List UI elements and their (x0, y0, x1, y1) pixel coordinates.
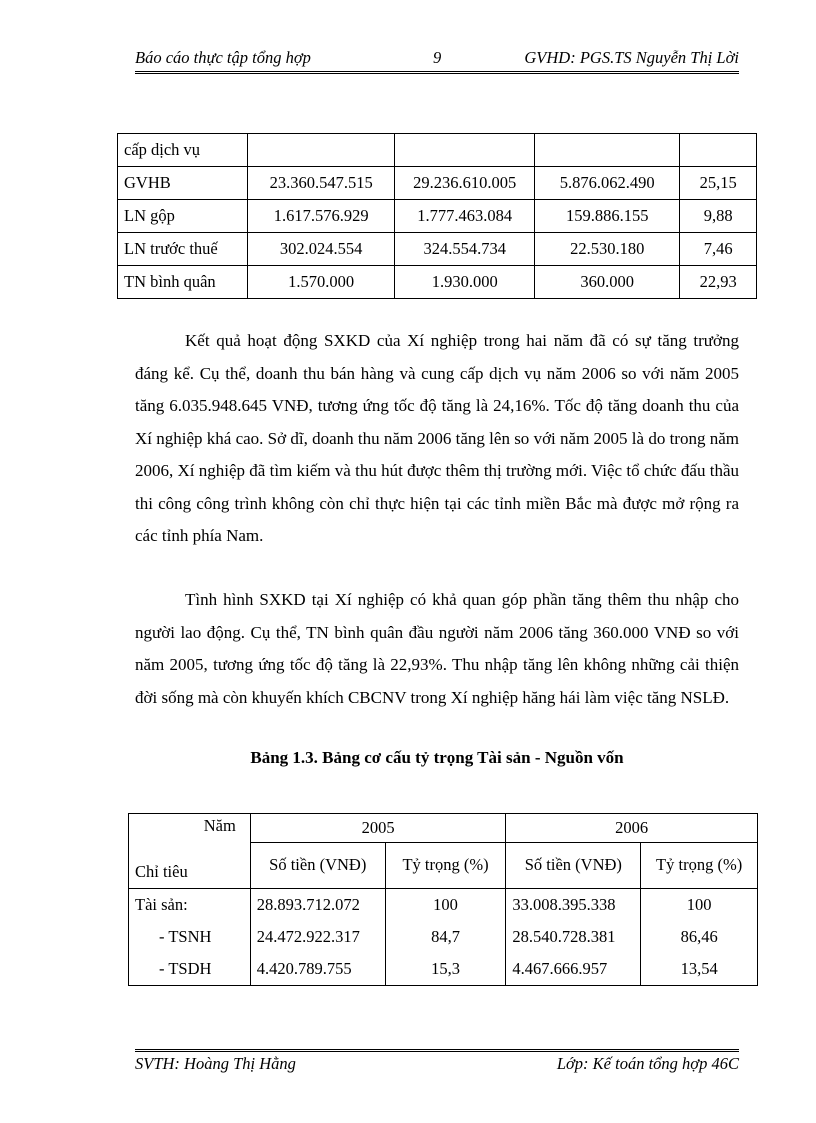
footer-rule-2 (135, 1051, 739, 1052)
ratio-2006: 100 (641, 889, 758, 922)
corner-indicator-label: Chỉ tiêu (129, 842, 251, 889)
table-row (118, 233, 757, 266)
value-difference (535, 134, 680, 167)
footer-rule (135, 1049, 739, 1050)
value-difference: 159.886.155 (535, 200, 680, 233)
header-rule-2 (135, 73, 739, 74)
value-2005 (247, 134, 395, 167)
ratio-2005: 15,3 (385, 953, 506, 986)
ratio-2005-header: Tỷ trọng (%) (385, 842, 506, 889)
ratio-2006: 86,46 (641, 921, 758, 953)
row-label: TN bình quân (118, 266, 248, 299)
table-row (118, 200, 757, 233)
value-percent: 9,88 (680, 200, 757, 233)
value-percent: 7,46 (680, 233, 757, 266)
value-2005: 302.024.554 (247, 233, 395, 266)
results-table-continued (117, 133, 757, 299)
header-rule (135, 71, 739, 72)
amount-2005: 24.472.922.317 (250, 921, 385, 953)
row-label: LN gộp (118, 200, 248, 233)
value-2006: 1.930.000 (395, 266, 535, 299)
value-2006: 1.777.463.084 (395, 200, 535, 233)
row-label: Tài sản: (129, 889, 251, 922)
paragraph-income (135, 584, 739, 714)
header-row-columns (129, 842, 758, 889)
amount-2005: 28.893.712.072 (250, 889, 385, 922)
table-row (129, 889, 758, 922)
table-row (129, 921, 758, 953)
value-2005: 1.570.000 (247, 266, 395, 299)
amount-2005: 4.420.789.755 (250, 953, 385, 986)
value-2006 (395, 134, 535, 167)
table-row (118, 134, 757, 167)
table-caption: Bảng 1.3. Bảng cơ cấu tỷ trọng Tài sản - Nguồn vốn (250, 748, 624, 767)
year-2005-header: 2005 (250, 814, 506, 843)
ratio-2005: 100 (385, 889, 506, 922)
row-label: LN trước thuế (118, 233, 248, 266)
row-label: cấp dịch vụ (118, 134, 248, 167)
amount-2006-header: Số tiền (VNĐ) (506, 842, 641, 889)
ratio-2005: 84,7 (385, 921, 506, 953)
paragraph-text: Kết quả hoạt động SXKD của Xí nghiệp trong hai năm đã có sự tăng trưởng đáng kể. Cụ thể, doanh thu bán hàng và cung cấp dịch vụ năm 2006 so với năm 2005 tăng 6.035.948.645 VNĐ, tương ứng tốc độ tăng là 24,16%. Tốc độ tăng doanh thu của Xí nghiệp khá cao. Sở dĩ, doanh thu năm 2006 tăng lên so với năm 2005 là do trong năm 2006, Xí nghiệp đã tìm kiếm và thu hút được thêm thị trường mới. Việc tổ chức đấu thầu thi công công trình không còn chỉ thực hiện tại các tỉnh miền Bắc mà được mở rộng ra các tỉnh phía Nam. (135, 331, 739, 545)
value-2005: 1.617.576.929 (247, 200, 395, 233)
value-2006: 29.236.610.005 (395, 167, 535, 200)
header-row-years (129, 814, 758, 843)
value-percent: 25,15 (680, 167, 757, 200)
paragraph-text: Tình hình SXKD tại Xí nghiệp có khả quan góp phần tăng thêm thu nhập cho người lao động. Cụ thể, TN bình quân đầu người năm 2006 tăng 360.000 VNĐ so với năm 2005, tương ứng tốc độ tăng là 22,93%. Thu nhập tăng lên không những cải thiện đời sống mà còn khuyến khích CBCNV trong Xí nghiệp hăng hái làm việc tăng NSLĐ. (135, 590, 739, 707)
amount-2006: 33.008.395.338 (506, 889, 641, 922)
footer-student: SVTH: Hoàng Thị Hằng (135, 1054, 296, 1073)
asset-structure-table (128, 813, 758, 986)
header-advisor: GVHD: PGS.TS Nguyễn Thị Lời (524, 48, 739, 67)
amount-2006: 4.467.666.957 (506, 953, 641, 986)
corner-year-label: Năm (129, 814, 251, 843)
page-header (135, 48, 739, 72)
page-footer (135, 1054, 739, 1078)
row-label: - TSDH (129, 953, 251, 986)
footer-class: Lớp: Kế toán tổng hợp 46C (556, 1054, 739, 1073)
value-2006: 324.554.734 (395, 233, 535, 266)
table-row (118, 266, 757, 299)
value-percent (680, 134, 757, 167)
value-difference: 5.876.062.490 (535, 167, 680, 200)
paragraph-business-results (135, 325, 739, 553)
value-difference: 22.530.180 (535, 233, 680, 266)
row-label: - TSNH (129, 921, 251, 953)
row-label: GVHB (118, 167, 248, 200)
year-2006-header: 2006 (506, 814, 758, 843)
ratio-2006: 13,54 (641, 953, 758, 986)
amount-2005-header: Số tiền (VNĐ) (250, 842, 385, 889)
page-number: 9 (433, 48, 442, 67)
table-row (129, 953, 758, 986)
value-percent: 22,93 (680, 266, 757, 299)
header-report-title: Báo cáo thực tập tổng hợp (135, 48, 311, 67)
value-difference: 360.000 (535, 266, 680, 299)
value-2005: 23.360.547.515 (247, 167, 395, 200)
ratio-2006-header: Tỷ trọng (%) (641, 842, 758, 889)
amount-2006: 28.540.728.381 (506, 921, 641, 953)
table-row (118, 167, 757, 200)
